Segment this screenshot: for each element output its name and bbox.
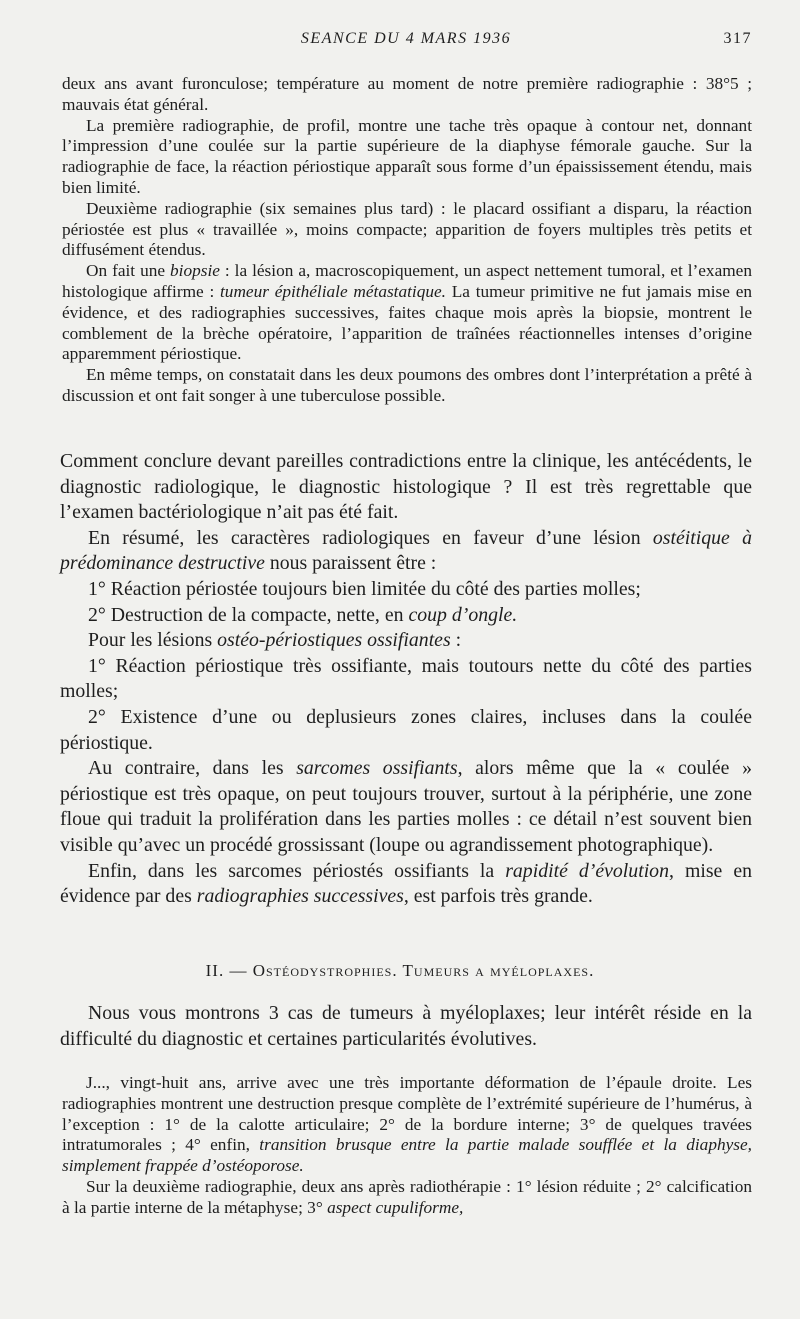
paragraph: On fait une biopsie : la lésion a, macroscopiquement, un aspect nettement tumoral, et l’examen histologique affirme : tumeur épithéliale métastatique. La tumeur primitive ne fut jamais mise en évidence, et des radiographies successives, faites chaque mois après la biopsie, montrent le comblement de la brèche opératoire, l’apparition de traînées réactionnelles intenses d’origine apparemment périostique. (62, 261, 753, 364)
list-item: 1° Réaction périostée toujours bien limitée du côté des parties molles; (88, 577, 641, 600)
section-title: — Ostéodystrophies. Tumeurs a myéloplaxes. (229, 961, 595, 980)
section-number: II. (205, 961, 225, 980)
paragraph: La première radiographie, de profil, montre une tache très opaque à contour net, donnant l’impression d’une coulée sur la partie supérieure de la diaphyse fémorale gauche. Sur la radiographie de face, la réaction périostique apparaît sous forme d’un épaississement étendu, mais bien limité. (62, 115, 752, 197)
paragraph: Nous vous montrons 3 cas de tumeurs à myéloplaxes; leur intérêt réside en la difficulté du diagnostic et certaines particularités évolutives. (60, 1002, 752, 1050)
list-item: 2° Existence d’une ou deplusieurs zones claires, incluses dans la coulée périostique. (60, 705, 752, 754)
paragraph: Comment conclure devant pareilles contradictions entre la clinique, les antécédents, le diagnostic radiologique, le diagnostic histologique ? Il est très regrettable que l’examen bactériologique n’ait pas été fait. (60, 450, 752, 524)
paragraph: Au contraire, dans les sarcomes ossifiants, alors même que la « coulée » périostique est très opaque, on peut toujours trouver, surtout à la périphérie, une zone floue qui traduit la prolifération dans les parties molles : ce détail n’est souvent bien visible qu’avec un procédé grossissant (loupe ou agrandissement photographique). (60, 757, 752, 856)
paragraph: J..., vingt-huit ans, arrive avec une très importante déformation de l’épaule droite. Les radiographies montrent une destruction presque complète de l’extrémité supérieure de l’humérus, à l’exception : 1° de la calotte articulaire; 2° de la bordure interne; 3° de quelques travées intratumorales ; 4° enfin, transition brusque entre la partie malade soufflée et la diaphyse, simplement frappée d’ostéoporose. (62, 1073, 752, 1176)
section-heading (0, 961, 800, 981)
intro-block (60, 1001, 752, 1052)
case-report-block (62, 1073, 752, 1219)
paragraph: Deuxième radiographie (six semaines plus tard) : le placard ossifiant a disparu, la réaction périostée est plus « travaillée », moins compacte; apparition de foyers multiples très petits et diffusément étendus. (62, 198, 752, 260)
discussion-block (60, 449, 752, 910)
running-header (60, 30, 752, 54)
running-title: SEANCE DU 4 MARS 1936 (300, 30, 512, 47)
paragraph: deux ans avant furonculose; température au moment de notre première radiographie : 38°5 ; mauvais état général. (62, 74, 752, 114)
paragraph: Enfin, dans les sarcomes périostés ossifiants la rapidité d’évolution, mise en évidence par des radiographies successives, est parfois très grande. (60, 859, 752, 908)
list-item: 2° Destruction de la compacte, nette, en coup d’ongle. (88, 603, 518, 626)
paragraph: En même temps, on constatait dans les deux poumons des ombres dont l’interprétation a prêté à discussion et ont fait songer à une tuberculose possible. (62, 365, 752, 405)
paragraph: En résumé, les caractères radiologiques en faveur d’une lésion ostéitique à prédominance destructive nous paraissent être : (60, 526, 752, 575)
paragraph: Pour les lésions ostéo-périostiques ossifiantes : (88, 629, 462, 652)
case-description-block (62, 74, 752, 407)
list-item: 1° Réaction périostique très ossifiante, mais toutours nette du côté des parties molles; (60, 654, 752, 703)
page-number: 317 (723, 30, 752, 47)
paragraph: Sur la deuxième radiographie, deux ans après radiothérapie : 1° lésion réduite ; 2° calcification à la partie interne de la métaphyse; 3° aspect cupuliforme, (62, 1176, 752, 1217)
